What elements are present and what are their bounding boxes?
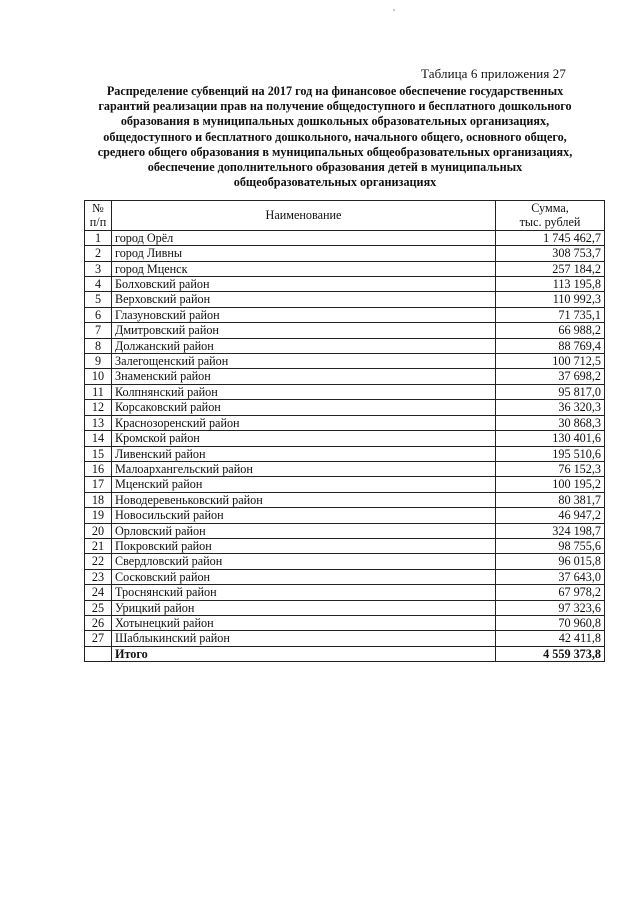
row-sum: 97 323,6 bbox=[496, 600, 605, 615]
table-row bbox=[85, 538, 605, 553]
total-number bbox=[85, 646, 112, 661]
row-sum: 1 745 462,7 bbox=[496, 230, 605, 245]
row-name: Корсаковский район bbox=[112, 400, 496, 415]
row-number: 3 bbox=[85, 261, 112, 276]
row-sum: 42 411,8 bbox=[496, 631, 605, 646]
row-sum: 30 868,3 bbox=[496, 415, 605, 430]
row-sum: 100 195,2 bbox=[496, 477, 605, 492]
row-name: Кромской район bbox=[112, 431, 496, 446]
header-sum-line1: Сумма, bbox=[531, 201, 569, 215]
title-line: образования в муниципальных дошкольных образовательных организациях, bbox=[120, 114, 550, 129]
row-number: 16 bbox=[85, 461, 112, 476]
row-number: 13 bbox=[85, 415, 112, 430]
row-number: 27 bbox=[85, 631, 112, 646]
row-sum: 96 015,8 bbox=[496, 554, 605, 569]
row-sum: 130 401,6 bbox=[496, 431, 605, 446]
table-row bbox=[85, 600, 605, 615]
row-number: 10 bbox=[85, 369, 112, 384]
table-header-row bbox=[85, 201, 605, 231]
row-sum: 98 755,6 bbox=[496, 538, 605, 553]
row-number: 20 bbox=[85, 523, 112, 538]
row-name: Колпнянский район bbox=[112, 384, 496, 399]
row-sum: 95 817,0 bbox=[496, 384, 605, 399]
row-sum: 76 152,3 bbox=[496, 461, 605, 476]
row-name: Дмитровский район bbox=[112, 323, 496, 338]
table-row bbox=[85, 354, 605, 369]
row-number: 22 bbox=[85, 554, 112, 569]
row-name: Свердловский район bbox=[112, 554, 496, 569]
table-row bbox=[85, 384, 605, 399]
row-name: Ливенский район bbox=[112, 446, 496, 461]
row-sum: 46 947,2 bbox=[496, 508, 605, 523]
row-number: 4 bbox=[85, 277, 112, 292]
row-number: 1 bbox=[85, 230, 112, 245]
table-row bbox=[85, 461, 605, 476]
table-row bbox=[85, 523, 605, 538]
row-name: Малоархангельский район bbox=[112, 461, 496, 476]
row-name: Должанский район bbox=[112, 338, 496, 353]
table-row bbox=[85, 261, 605, 276]
row-number: 5 bbox=[85, 292, 112, 307]
row-number: 21 bbox=[85, 538, 112, 553]
title-line: среднего общего образования в муниципальных общеобразовательных организациях, bbox=[97, 144, 573, 159]
row-sum: 324 198,7 bbox=[496, 523, 605, 538]
row-number: 19 bbox=[85, 508, 112, 523]
row-name: город Мценск bbox=[112, 261, 496, 276]
header-name: Наименование bbox=[112, 201, 496, 231]
row-number: 17 bbox=[85, 477, 112, 492]
row-number: 6 bbox=[85, 307, 112, 322]
row-number: 14 bbox=[85, 431, 112, 446]
row-name: Верховский район bbox=[112, 292, 496, 307]
header-sum bbox=[496, 201, 605, 231]
row-number: 2 bbox=[85, 246, 112, 261]
row-sum: 195 510,6 bbox=[496, 446, 605, 461]
row-name: Урицкий район bbox=[112, 600, 496, 615]
row-name: Знаменский район bbox=[112, 369, 496, 384]
title-line: общеобразовательных организациях bbox=[233, 175, 437, 190]
row-name: Новосильский район bbox=[112, 508, 496, 523]
row-number: 25 bbox=[85, 600, 112, 615]
table-row bbox=[85, 307, 605, 322]
row-name: Хотынецкий район bbox=[112, 615, 496, 630]
table-row bbox=[85, 492, 605, 507]
row-name: город Орёл bbox=[112, 230, 496, 245]
table-row bbox=[85, 338, 605, 353]
total-sum: 4 559 373,8 bbox=[496, 646, 605, 661]
total-row bbox=[85, 646, 605, 661]
row-number: 8 bbox=[85, 338, 112, 353]
row-sum: 110 992,3 bbox=[496, 292, 605, 307]
row-name: Троснянский район bbox=[112, 585, 496, 600]
row-number: 9 bbox=[85, 354, 112, 369]
row-name: Болховский район bbox=[112, 277, 496, 292]
row-sum: 113 195,8 bbox=[496, 277, 605, 292]
table-row bbox=[85, 554, 605, 569]
table-row bbox=[85, 246, 605, 261]
table-row bbox=[85, 446, 605, 461]
row-sum: 80 381,7 bbox=[496, 492, 605, 507]
subsidy-table bbox=[84, 200, 605, 662]
row-name: Залегощенский район bbox=[112, 354, 496, 369]
table-row bbox=[85, 323, 605, 338]
title-line: Распределение субвенций на 2017 год на финансовое обеспечение государственных bbox=[106, 84, 564, 98]
row-sum: 37 698,2 bbox=[496, 369, 605, 384]
row-name: Новодеревеньковский район bbox=[112, 492, 496, 507]
row-sum: 88 769,4 bbox=[496, 338, 605, 353]
scan-speck bbox=[393, 9, 395, 11]
document-title bbox=[70, 84, 600, 190]
row-number: 23 bbox=[85, 569, 112, 584]
row-number: 24 bbox=[85, 585, 112, 600]
table-row bbox=[85, 508, 605, 523]
row-name: Шаблыкинский район bbox=[112, 631, 496, 646]
row-name: Краснозоренский район bbox=[112, 415, 496, 430]
row-name: Глазуновский район bbox=[112, 307, 496, 322]
row-name: Орловский район bbox=[112, 523, 496, 538]
header-sum-line2: тыс. рублей bbox=[519, 215, 581, 230]
table-row bbox=[85, 292, 605, 307]
header-number bbox=[85, 201, 112, 231]
table-row bbox=[85, 631, 605, 646]
table-row bbox=[85, 477, 605, 492]
row-sum: 100 712,5 bbox=[496, 354, 605, 369]
table-row bbox=[85, 615, 605, 630]
row-sum: 36 320,3 bbox=[496, 400, 605, 415]
row-number: 12 bbox=[85, 400, 112, 415]
table-row bbox=[85, 585, 605, 600]
row-sum: 257 184,2 bbox=[496, 261, 605, 276]
header-number-line2: п/п bbox=[89, 215, 107, 230]
row-number: 26 bbox=[85, 615, 112, 630]
row-sum: 66 988,2 bbox=[496, 323, 605, 338]
table-row bbox=[85, 369, 605, 384]
row-number: 11 bbox=[85, 384, 112, 399]
row-sum: 308 753,7 bbox=[496, 246, 605, 261]
row-sum: 37 643,0 bbox=[496, 569, 605, 584]
table-row bbox=[85, 569, 605, 584]
table-row bbox=[85, 230, 605, 245]
table-row bbox=[85, 277, 605, 292]
row-number: 18 bbox=[85, 492, 112, 507]
row-sum: 67 978,2 bbox=[496, 585, 605, 600]
row-name: город Ливны bbox=[112, 246, 496, 261]
row-name: Покровский район bbox=[112, 538, 496, 553]
table-row bbox=[85, 400, 605, 415]
header-number-line1: № bbox=[92, 201, 104, 215]
row-number: 7 bbox=[85, 323, 112, 338]
table-row bbox=[85, 415, 605, 430]
row-name: Мценский район bbox=[112, 477, 496, 492]
title-line: общедоступного и бесплатного дошкольного, начального общего, основного общего, bbox=[103, 129, 567, 144]
table-row bbox=[85, 431, 605, 446]
appendix-label: Таблица 6 приложения 27 bbox=[421, 66, 566, 81]
row-sum: 70 960,8 bbox=[496, 615, 605, 630]
title-line: гарантий реализации прав на получение общедоступного и бесплатного дошкольного bbox=[98, 99, 572, 114]
row-sum: 71 735,1 bbox=[496, 307, 605, 322]
row-name: Сосковский район bbox=[112, 569, 496, 584]
total-label: Итого bbox=[112, 646, 496, 661]
table-body bbox=[85, 230, 605, 661]
row-number: 15 bbox=[85, 446, 112, 461]
title-line: обеспечение дополнительного образования детей в муниципальных bbox=[147, 160, 523, 175]
